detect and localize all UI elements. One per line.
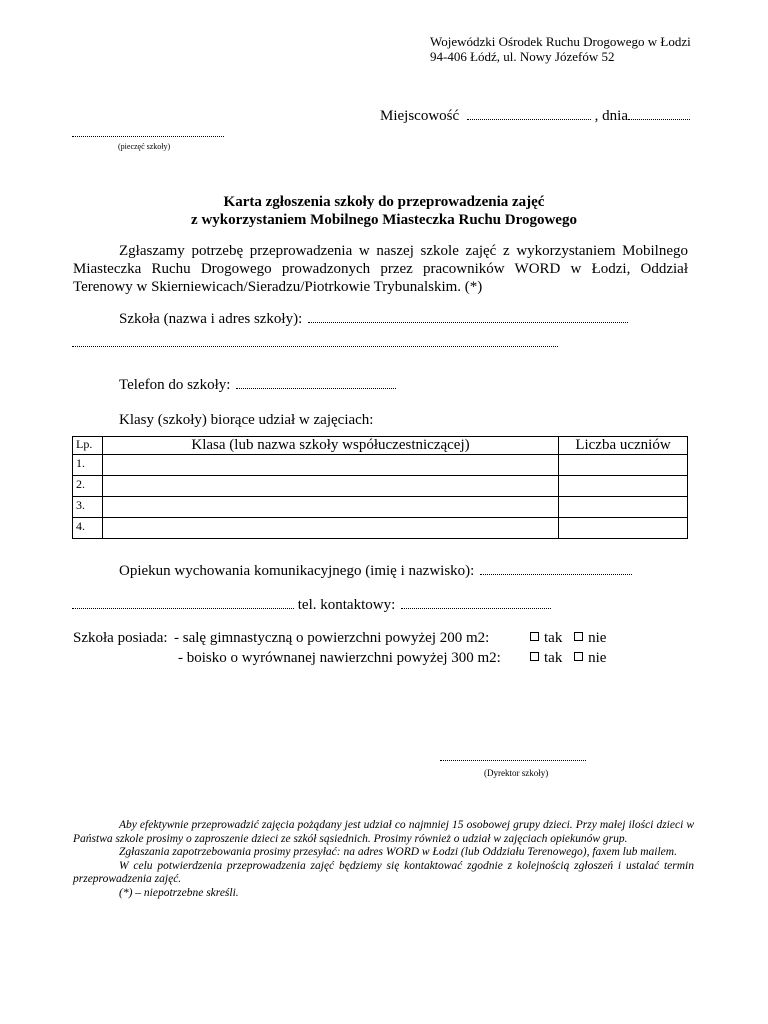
notes: [73, 819, 694, 900]
director-signature-line[interactable]: [440, 760, 586, 761]
guardian-field-2[interactable]: [72, 598, 294, 609]
phone-field[interactable]: [236, 378, 396, 389]
guardian-field[interactable]: [480, 564, 632, 575]
title-line-1: Karta zgłoszenia szkoły do przeprowadzenia zajęć: [223, 194, 545, 210]
field-no-checkbox[interactable]: [574, 652, 583, 661]
date-label: , dnia: [594, 108, 628, 124]
gym-no-checkbox[interactable]: [574, 632, 583, 641]
table-row: [73, 497, 688, 518]
table-row: [73, 476, 688, 497]
facilities-label: Szkoła posiada:: [73, 630, 168, 646]
header-lp: Lp.: [73, 437, 103, 455]
date-field[interactable]: [628, 109, 690, 120]
class-cell[interactable]: [103, 476, 559, 497]
field-options: [530, 650, 606, 667]
phone-row: [119, 377, 396, 394]
table-header-row: [73, 437, 688, 455]
no-label: nie: [588, 650, 607, 666]
place-label: Miejscowość: [380, 108, 460, 124]
school-field-line-2[interactable]: [72, 346, 558, 347]
place-date-line: [380, 108, 690, 125]
classes-label: Klasy (szkoły) biorące udział w zajęciach:: [119, 412, 374, 428]
field-yes-checkbox[interactable]: [530, 652, 539, 661]
contact-field[interactable]: [401, 598, 551, 609]
form-title: [0, 193, 768, 229]
org-address: 94-406 Łódź, ul. Nowy Józefów 52: [430, 49, 615, 64]
count-cell[interactable]: [559, 518, 688, 539]
count-cell[interactable]: [559, 455, 688, 476]
class-cell[interactable]: [103, 497, 559, 518]
contact-label: tel. kontaktowy:: [297, 597, 396, 613]
class-cell[interactable]: [103, 518, 559, 539]
school-row: [119, 311, 628, 328]
director-label: (Dyrektor szkoły): [484, 768, 549, 778]
count-cell[interactable]: [559, 497, 688, 518]
intro-paragraph: Zgłaszamy potrzebę przeprowadzenia w naszej szkole zajęć z wykorzystaniem Mobilnego Miasteczka Ruchu Drogowego prowadzonych przez pracowników WORD w Łodzi, Oddział Terenowy w Skierniewicach/Sieradzu/Piotrkowie Trybunalskim. (*): [73, 243, 688, 295]
count-cell[interactable]: [559, 476, 688, 497]
facility-field: - boisko o wyrównanej nawierzchni powyżej 300 m2:: [178, 650, 501, 666]
guardian-label: Opiekun wychowania komunikacyjnego (imię i nazwisko):: [119, 563, 475, 579]
org-name: Wojewódzki Ośrodek Ruchu Drogowego w Łodzi: [430, 34, 691, 49]
stamp-line: [72, 136, 224, 137]
row-number: 4.: [73, 518, 103, 539]
note-4: (*) – niepotrzebne skreśli.: [119, 886, 239, 899]
guardian-row: [119, 563, 632, 580]
gym-options: [530, 630, 606, 647]
note-1: Aby efektywnie przeprowadzić zajęcia pożądany jest udział co najmniej 15 osobowej grupy dzieci. Przy małej ilości dzieci w Państwa szkole prosimy o zaproszenie dzieci ze szkół sąsiednich. Prosimy również o udział w zajęciach opiekunów grup.: [73, 819, 694, 845]
gym-yes-checkbox[interactable]: [530, 632, 539, 641]
row-number: 1.: [73, 455, 103, 476]
school-label: Szkoła (nazwa i adres szkoły):: [119, 311, 303, 327]
header-count: Liczba uczniów: [559, 437, 688, 455]
yes-label: tak: [544, 630, 563, 646]
stamp-label: (pieczęć szkoły): [118, 142, 171, 151]
table-row: [73, 518, 688, 539]
note-3: W celu potwierdzenia przeprowadzenia zajęć będziemy się kontaktować zgodnie z kolejnością zgłoszeń i ustalać termin przeprowadzenia zajęć.: [73, 859, 694, 885]
row-number: 2.: [73, 476, 103, 497]
class-cell[interactable]: [103, 455, 559, 476]
yes-label: tak: [544, 650, 563, 666]
classes-table: [72, 436, 688, 539]
no-label: nie: [588, 630, 607, 646]
place-field[interactable]: [467, 109, 591, 120]
contact-row: [72, 597, 551, 614]
organization-header: [430, 34, 691, 64]
facility-gym: - salę gimnastyczną o powierzchni powyżej 200 m2:: [174, 630, 490, 646]
table-row: [73, 455, 688, 476]
phone-label: Telefon do szkoły:: [119, 377, 231, 393]
header-class: Klasa (lub nazwa szkoły współuczestniczącej): [103, 437, 559, 455]
title-line-2: z wykorzystaniem Mobilnego Miasteczka Ruchu Drogowego: [191, 212, 577, 228]
school-field[interactable]: [308, 312, 628, 323]
note-2: Zgłaszania zapotrzebowania prosimy przesyłać: na adres WORD w Łodzi (lub Oddziału Terenowego), faxem lub mailem.: [119, 846, 677, 858]
row-number: 3.: [73, 497, 103, 518]
